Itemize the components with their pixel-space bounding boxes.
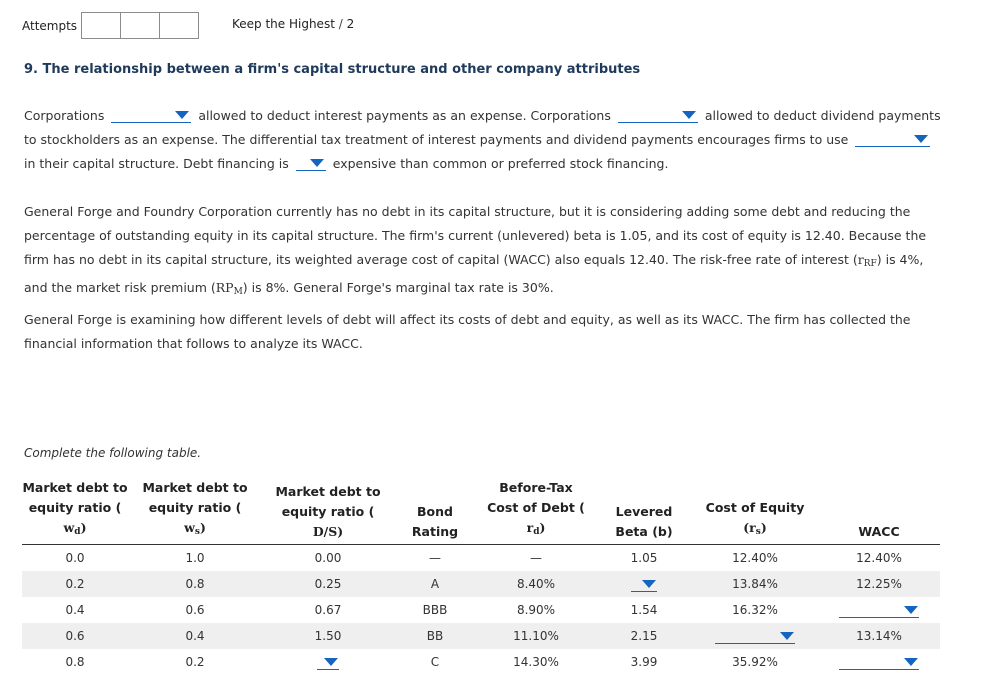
chevron-down-icon <box>904 606 918 614</box>
header-rd-symbol-base: r <box>526 520 534 535</box>
header-ds-line-2: equity ratio ( <box>281 504 375 519</box>
para1-text-5: expensive than common or preferred stock financing. <box>332 156 669 171</box>
header-ds-line-3: D/S) <box>312 524 344 539</box>
para1-text-2: allowed to deduct interest payments as an expense. Corporations <box>198 108 611 123</box>
cell-rs: 35.92% <box>732 654 778 669</box>
header-ws-line-1: Market debt to <box>142 480 248 495</box>
market-premium-symbol <box>216 280 243 295</box>
dropdown-interest-deductible[interactable] <box>111 107 191 123</box>
cell-ws: 0.2 <box>185 654 205 669</box>
header-ws <box>128 478 262 545</box>
question-title: 9. The relationship between a firm's capital structure and other company attributes <box>24 62 641 77</box>
cell-wacc <box>818 597 940 623</box>
header-wd-line-2: equity ratio ( <box>28 500 122 515</box>
cell-rs <box>692 623 818 649</box>
para2-text-3: ) is 8%. General Forge's marginal tax rate is 30%. <box>242 280 554 295</box>
para1-text-4: in their capital structure. Debt financing is <box>24 156 289 171</box>
header-rd-symbol-close: ) <box>539 520 546 535</box>
table-header-row <box>22 478 940 545</box>
cell-wacc: 12.25% <box>818 571 940 597</box>
cell-beta: 1.54 <box>630 602 658 617</box>
dropdown-ds-row5[interactable] <box>317 654 339 670</box>
table-row <box>22 649 940 675</box>
paragraph-deductions <box>24 104 944 176</box>
cell-wacc: 13.14% <box>818 623 940 649</box>
risk-free-symbol-sub: RF <box>863 259 877 269</box>
cell-ws: 0.6 <box>185 602 205 617</box>
cell-ds: 0.67 <box>314 602 342 617</box>
attempt-box-1 <box>81 12 121 39</box>
cell-rd: 8.40% <box>476 571 596 597</box>
cell-rd: 14.30% <box>513 654 559 669</box>
para1-text-3: allowed to deduct dividend payments to stockholders as an expense. The differential tax treatment of interest payments and dividend payments encourages firms to use <box>24 108 941 147</box>
paragraph-company-info <box>24 200 944 304</box>
cell-wd: 0.4 <box>65 602 85 617</box>
table-row <box>22 597 940 623</box>
header-ws-symbol <box>184 520 206 535</box>
header-ws-symbol-base: w <box>184 520 195 535</box>
cell-ds: 1.50 <box>262 623 394 649</box>
table-row <box>22 545 940 571</box>
wacc-table <box>22 478 940 675</box>
cell-ws: 0.4 <box>128 623 262 649</box>
cell-wacc <box>818 649 940 675</box>
header-wd-symbol-sub: d <box>74 527 81 537</box>
cell-rd: — <box>530 550 542 565</box>
cell-rating: C <box>430 654 440 669</box>
dropdown-wacc-row3[interactable] <box>839 602 919 618</box>
cell-rs: 12.40% <box>732 550 778 565</box>
dropdown-dividend-deductible[interactable] <box>618 107 698 123</box>
header-wd <box>22 478 128 545</box>
market-premium-symbol-sub: M <box>233 287 243 297</box>
header-wd-symbol-close: ) <box>80 520 87 535</box>
header-wacc: WACC <box>818 478 940 545</box>
cell-rd: 8.90% <box>516 602 556 617</box>
dropdown-debt-cost-comparison[interactable] <box>296 155 326 171</box>
dropdown-cost-equity-row4[interactable] <box>715 628 795 644</box>
chevron-down-icon <box>780 632 794 640</box>
header-ds-line-1: Market debt to <box>275 484 381 499</box>
keep-highest-label: Keep the Highest <box>232 17 335 31</box>
table-row <box>22 623 940 649</box>
cell-beta: 3.99 <box>630 654 658 669</box>
attempt-box-2 <box>120 12 160 39</box>
header-rs <box>692 478 818 545</box>
header-beta-line-1: Levered <box>615 504 673 519</box>
attempts-row <box>22 12 199 39</box>
header-rs-line-1: Cost of Equity <box>705 500 805 515</box>
cell-beta <box>596 571 692 597</box>
header-rating-line-1: Bond <box>417 504 453 519</box>
chevron-down-icon <box>914 135 928 143</box>
dropdown-wacc-row5[interactable] <box>839 654 919 670</box>
keep-highest-separator: / <box>338 17 343 31</box>
cell-rating: — <box>429 550 441 565</box>
cell-wd: 0.0 <box>65 550 85 565</box>
header-rs-symbol <box>743 520 767 535</box>
cell-rs: 16.32% <box>732 602 778 617</box>
cell-wacc: 12.40% <box>856 550 902 565</box>
paragraph-analysis: General Forge is examining how different levels of debt will affect its costs of debt and equity, as well as its WACC. The firm has collected the financial information that follows to analyze its WACC. <box>24 312 911 351</box>
header-beta <box>596 478 692 545</box>
para2-text-2: ) is 4%, and the market risk premium ( <box>24 252 924 295</box>
cell-ds <box>262 649 394 675</box>
chevron-down-icon <box>682 111 696 119</box>
cell-rating: BB <box>394 623 476 649</box>
chevron-down-icon <box>324 658 338 666</box>
header-beta-line-2: Beta (b) <box>615 524 673 539</box>
chevron-down-icon <box>175 111 189 119</box>
risk-free-symbol <box>858 252 877 267</box>
header-rating-line-2: Rating <box>411 524 459 539</box>
keep-highest <box>232 17 354 31</box>
dropdown-financing-type[interactable] <box>855 131 930 147</box>
cell-rs: 13.84% <box>692 571 818 597</box>
header-rating <box>394 478 476 545</box>
header-wd-symbol-base: w <box>63 520 75 535</box>
cell-wd: 0.8 <box>65 654 85 669</box>
header-ws-symbol-close: ) <box>199 520 206 535</box>
table-instructions: Complete the following table. <box>24 446 202 460</box>
market-premium-symbol-base: RP <box>215 280 234 295</box>
attempt-box-3 <box>159 12 199 39</box>
para1-text-1: Corporations <box>24 108 105 123</box>
chevron-down-icon <box>904 658 918 666</box>
header-rs-symbol-base: (r <box>743 520 756 535</box>
cell-ws: 1.0 <box>185 550 205 565</box>
attempts-label: Attempts <box>22 18 78 33</box>
risk-free-symbol-base: r <box>857 252 864 267</box>
cell-rating: A <box>394 571 476 597</box>
dropdown-beta-row2[interactable] <box>631 576 657 592</box>
cell-rating: BBB <box>422 602 448 617</box>
header-ws-line-2: equity ratio ( <box>148 500 242 515</box>
header-rs-symbol-close: ) <box>760 520 767 535</box>
header-wd-line-1: Market debt to <box>22 480 128 495</box>
cell-wd: 0.6 <box>22 623 128 649</box>
header-rd <box>476 478 596 545</box>
header-rs-symbol-sub: s <box>755 527 761 537</box>
cell-rd: 11.10% <box>476 623 596 649</box>
chevron-down-icon <box>310 159 324 167</box>
header-rd-symbol-sub: d <box>533 527 540 537</box>
para2-text-1: General Forge and Foundry Corporation currently has no debt in its capital structure, but it is considering adding some debt and reducing the percentage of outstanding equity in its capital structure. The firm's current (unlevered) beta is 1.05, and its cost of equity is 12.40. Because the firm has no debt in its capital structure, its weighted average cost of capital (WACC) also equals 12.40. The risk-free rate of interest ( <box>24 204 927 267</box>
cell-beta: 2.15 <box>596 623 692 649</box>
cell-ds: 0.00 <box>314 550 342 565</box>
cell-ds: 0.25 <box>262 571 394 597</box>
header-ds <box>262 478 394 545</box>
cell-beta: 1.05 <box>630 550 658 565</box>
keep-highest-value: 2 <box>346 17 355 31</box>
table-row <box>22 571 940 597</box>
cell-wd: 0.2 <box>22 571 128 597</box>
header-rd-symbol <box>527 520 546 535</box>
header-rd-line-1: Before-Tax <box>499 480 573 495</box>
header-rd-line-2: Cost of Debt ( <box>487 500 585 515</box>
cell-ws: 0.8 <box>128 571 262 597</box>
chevron-down-icon <box>642 580 656 588</box>
header-wd-symbol <box>64 520 87 535</box>
header-ws-symbol-sub: s <box>194 527 200 537</box>
